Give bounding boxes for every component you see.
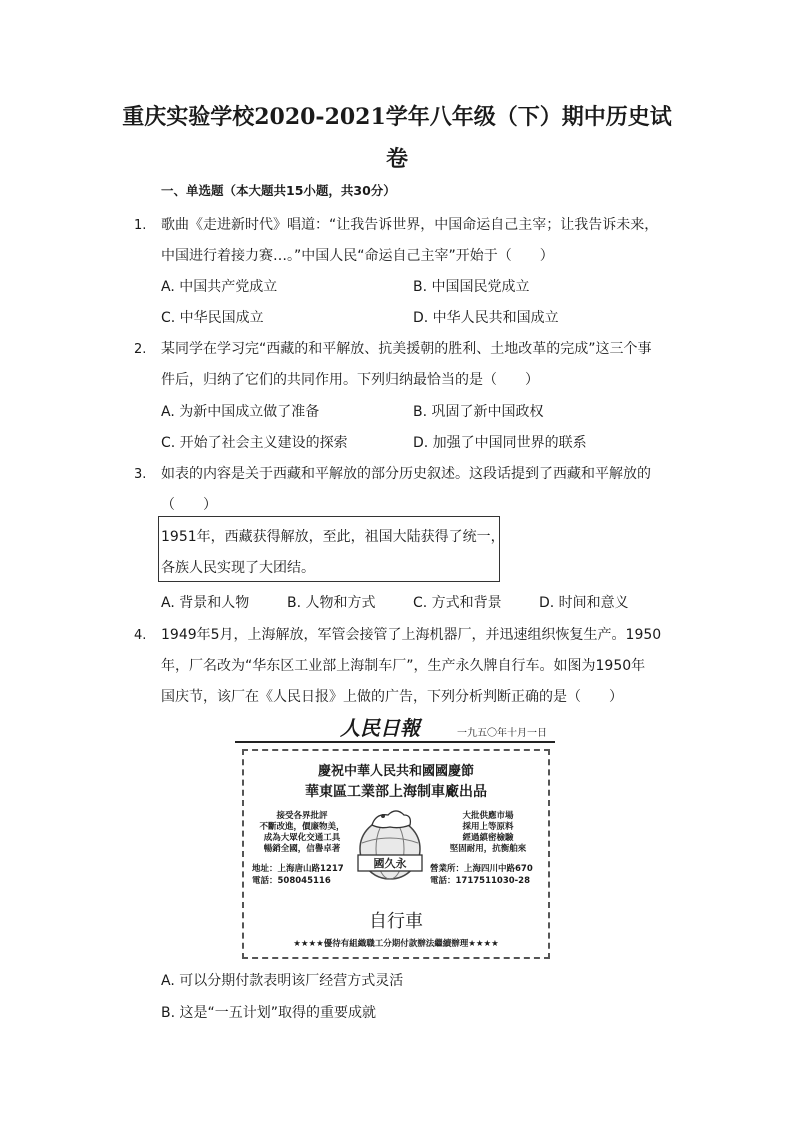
- option-b[interactable]: B. 这是“一五计划”取得的重要成就: [161, 1005, 377, 1021]
- question-number: 4.: [134, 628, 147, 643]
- ad-phone-line: 電話：508045116: [252, 876, 331, 886]
- option-d[interactable]: D. 中华人民共和国成立: [413, 310, 559, 326]
- ad-slogan: 大批供應市場: [462, 811, 514, 821]
- ad-right-slogans: [440, 811, 536, 855]
- quote-line: 1951年，西藏获得解放，至此，祖国大陆获得了统一，: [161, 529, 505, 545]
- ad-address-left: [252, 863, 344, 887]
- ad-address-line: 營業所：上海四川中路670: [430, 864, 533, 874]
- option-a[interactable]: A. 中国共产党成立: [161, 279, 278, 295]
- option-a[interactable]: A. 为新中国成立做了准备: [161, 404, 320, 420]
- question-text-line: 中国进行着接力赛…。”中国人民“命运自己主宰”开始于（ ）: [161, 248, 554, 264]
- exam-title-line2: 卷: [385, 146, 408, 172]
- option-a[interactable]: A. 可以分期付款表明该厂经营方式灵活: [161, 973, 404, 989]
- ad-slogan: 堅固耐用，抗衡舶來: [449, 844, 527, 854]
- question-number: 3.: [134, 467, 147, 482]
- globe-bear-emblem-icon: [350, 803, 430, 887]
- option-c[interactable]: C. 方式和背景: [413, 595, 502, 611]
- ad-footer: ★★★★優待有組織職工分期付款辦法繼續辦理★★★★: [293, 939, 499, 949]
- quote-line: 各族人民实现了大团结。: [161, 560, 315, 576]
- question-text-line: 国庆节，该厂在《人民日报》上做的广告，下列分析判断正确的是（ ）: [161, 689, 623, 705]
- emblem-text: 國久永: [373, 857, 407, 870]
- ad-slogan: 經過縝密檢驗: [462, 833, 514, 843]
- question-text-line: 年，厂名改为“华东区工业部上海制车厂”，生产永久牌自行车。如图为1950年: [161, 658, 646, 674]
- ad-phone-line: 電話：1717511030-28: [430, 876, 530, 886]
- question-text-line: 1949年5月，上海解放，军管会接管了上海机器厂，并迅速组织恢复生产。1950: [161, 627, 662, 643]
- question-number: 2.: [134, 342, 147, 357]
- option-b[interactable]: B. 中国国民党成立: [413, 279, 530, 295]
- ad-product-name: 自行車: [369, 911, 423, 932]
- section-heading: 一、单选题（本大题共15小题，共30分）: [161, 183, 396, 198]
- question-number: 1.: [134, 218, 147, 233]
- newspaper-date: 一九五〇年十月一日: [457, 728, 547, 739]
- ad-heading-1: 慶祝中華人民共和國國慶節: [317, 764, 474, 779]
- option-b[interactable]: B. 人物和方式: [287, 595, 376, 611]
- option-b[interactable]: B. 巩固了新中国政权: [413, 404, 544, 420]
- ad-slogan: 成為大眾化交通工具: [263, 833, 341, 843]
- question-text-line: 某同学在学习完“西藏的和平解放、抗美援朝的胜利、土地改革的完成”这三个事: [161, 341, 652, 357]
- quote-box: [158, 516, 505, 582]
- ad-slogan: 不斷改進，價廉物美，: [259, 822, 345, 832]
- option-d[interactable]: D. 加强了中国同世界的联系: [413, 435, 587, 451]
- masthead-rule: [235, 741, 555, 743]
- exam-title-line1: 重庆实验学校2020-2021学年八年级（下）期中历史试: [122, 104, 672, 130]
- option-a[interactable]: A. 背景和人物: [161, 595, 250, 611]
- ad-left-slogans: [254, 811, 350, 855]
- option-d[interactable]: D. 时间和意义: [539, 595, 629, 611]
- ad-address-line: 地址：上海唐山路1217: [252, 864, 344, 874]
- ad-box: [242, 749, 550, 959]
- newspaper-masthead: 人民日報: [340, 716, 420, 740]
- ad-slogan: 採用上等原料: [462, 822, 514, 832]
- question-text-line: 歌曲《走进新时代》唱道：“让我告诉世界，中国命运自己主宰；让我告诉未来，: [161, 217, 659, 233]
- ad-slogan: 接受各界批評: [276, 811, 328, 821]
- ad-heading-2: 華東區工業部上海制車廠出品: [305, 784, 487, 800]
- question-text-line: 如表的内容是关于西藏和平解放的部分历史叙述。这段话提到了西藏和平解放的: [161, 466, 651, 482]
- newspaper-ad-figure: [235, 712, 555, 960]
- question-text-line: （ ）: [161, 497, 217, 513]
- question-text-line: 件后，归纳了它们的共同作用。下列归纳最恰当的是（ ）: [161, 372, 539, 388]
- option-c[interactable]: C. 中华民国成立: [161, 310, 264, 326]
- option-c[interactable]: C. 开始了社会主义建设的探索: [161, 435, 348, 451]
- ad-slogan: 暢銷全國，信譽卓著: [263, 844, 341, 854]
- ad-address-right: [430, 863, 533, 887]
